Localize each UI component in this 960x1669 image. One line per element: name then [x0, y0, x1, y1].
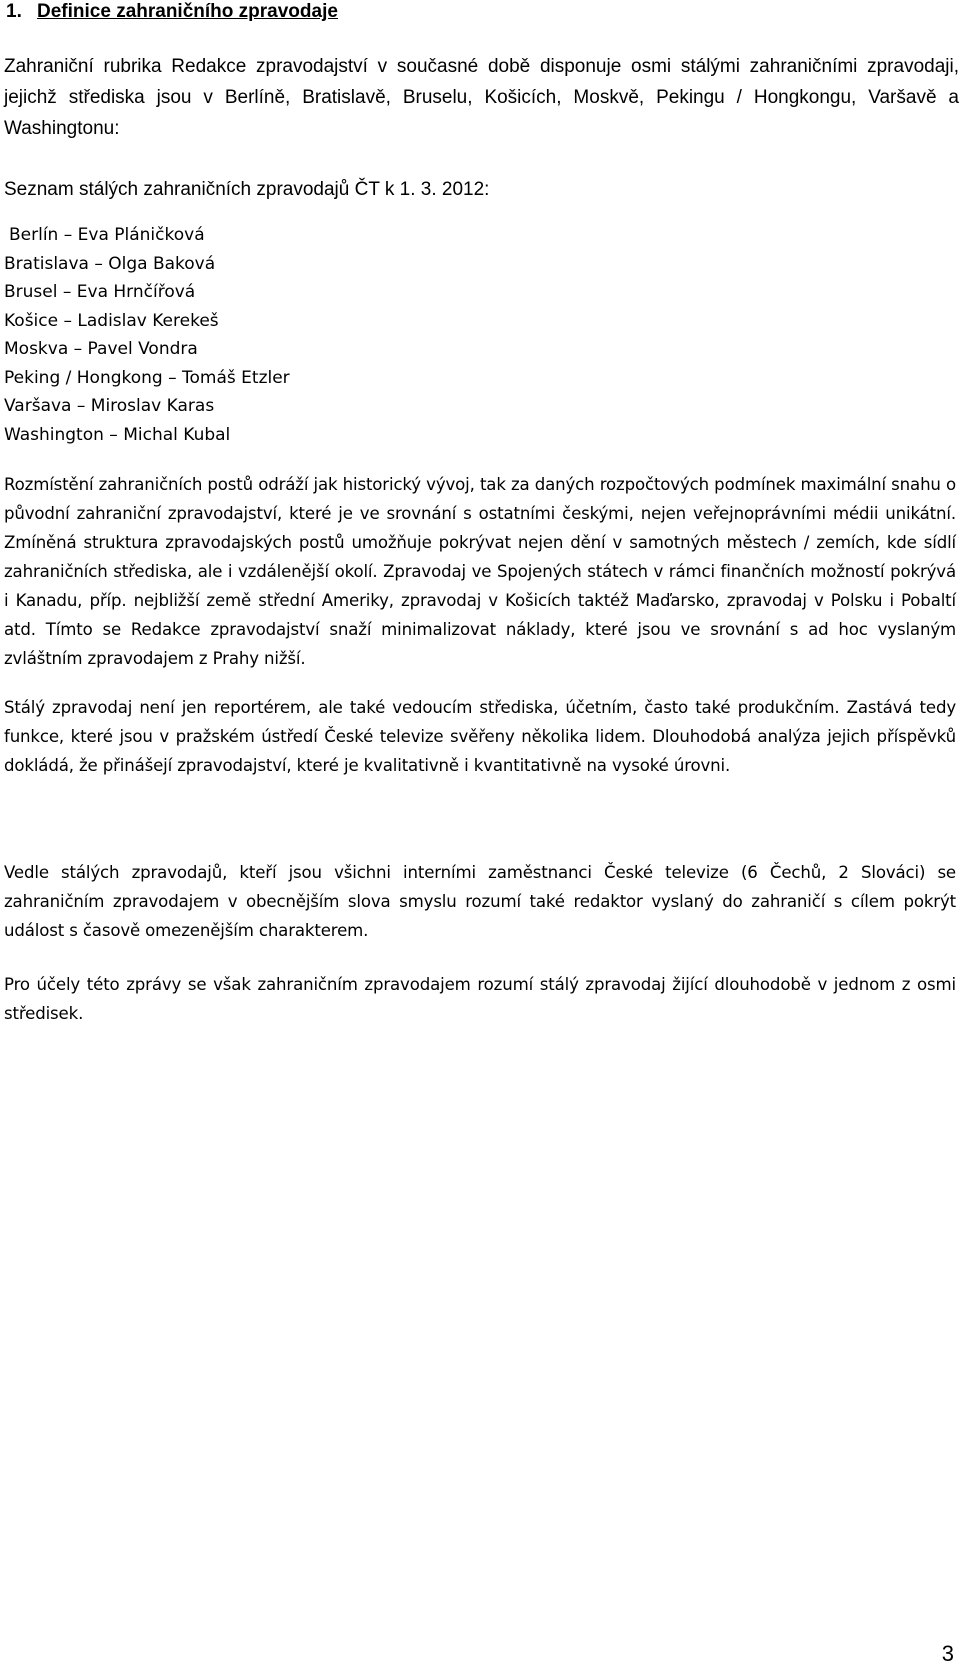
correspondent-list-title: Seznam stálých zahraničních zpravodajů ČT k 1. 3. 2012: — [4, 179, 490, 200]
list-item: Moskva – Pavel Vondra — [4, 339, 198, 359]
paragraph-posts-distribution: Rozmístění zahraničních postů odráží jak historický vývoj, tak za daných rozpočtových podmínek maximální snahu o původní zahraniční zpravodajství, které je ve srovnání s ostatními českými, nejen veřejnoprávními médii unikátní. Zmíněná struktura zpravodajských postů umožňuje pokrývat nejen dění v samotných městech / zemích, kde sídlí zahraničních střediska, ale i vzdálenější okolí. Zpravodaj ve Spojených státech v rámci finančních možností pokrývá i Kanadu, příp. nejbližší země střední Ameriky, zpravodaj v Košicích taktéž Maďarsko, zpravodaj v Polsku i Pobaltí atd. Tímto se Redakce zpravodajství snaží minimalizovat náklady, které jsou ve srovnání s ad hoc vyslaným zvláštním zpravodajem z Prahy nižší. — [4, 475, 956, 668]
correspondent-list — [4, 221, 290, 449]
list-item: Varšava – Miroslav Karas — [4, 396, 215, 416]
section-heading — [6, 0, 338, 24]
list-item: Berlín – Eva Pláničková — [9, 225, 205, 245]
list-item: Peking / Hongkong – Tomáš Etzler — [4, 367, 290, 388]
paragraph-correspondent-role: Stálý zpravodaj není jen reportérem, ale také vedoucím střediska, účetním, často také produkčním. Zastává tedy funkce, které jsou v pražském ústředí České televize svěřeny několika lidem. Dlouhodobá analýza jejich příspěvků dokládá, že přinášejí zpravodajství, které je kvalitativně i kvantitativně na vysoké úrovni. — [4, 698, 956, 775]
paragraph-report-scope: Pro účely této zprávy se však zahraničním zpravodajem rozumí stálý zpravodaj žijící dlouhodobě v jednom z osmi středisek. — [4, 975, 956, 1023]
list-item: Brusel – Eva Hrnčířová — [4, 282, 196, 302]
list-item: Washington – Michal Kubal — [4, 424, 231, 445]
list-item: Košice – Ladislav Kerekeš — [4, 310, 219, 331]
list-item: Bratislava – Olga Baková — [4, 253, 216, 274]
section-number: 1. — [6, 1, 22, 22]
section-title: Definice zahraničního zpravodaje — [37, 1, 338, 22]
paragraph-correspondent-types: Vedle stálých zpravodajů, kteří jsou všichni interními zaměstnanci České televize (6 Čechů, 2 Slováci) se zahraničním zpravodajem v obecnějším slova smyslu rozumí také redaktor vyslaný do zahraničí s cílem pokrýt událost s časově omezenějším charakterem. — [4, 863, 956, 940]
intro-paragraph: Zahraniční rubrika Redakce zpravodajství v současné době disponuje osmi stálými zahraničními zpravodaji, jejichž střediska jsou v Berlíně, Bratislavě, Bruselu, Košicích, Moskvě, Pekingu / Hongkongu, Varšavě a Washingtonu: — [4, 56, 959, 139]
page-number: 3 — [941, 1641, 954, 1666]
